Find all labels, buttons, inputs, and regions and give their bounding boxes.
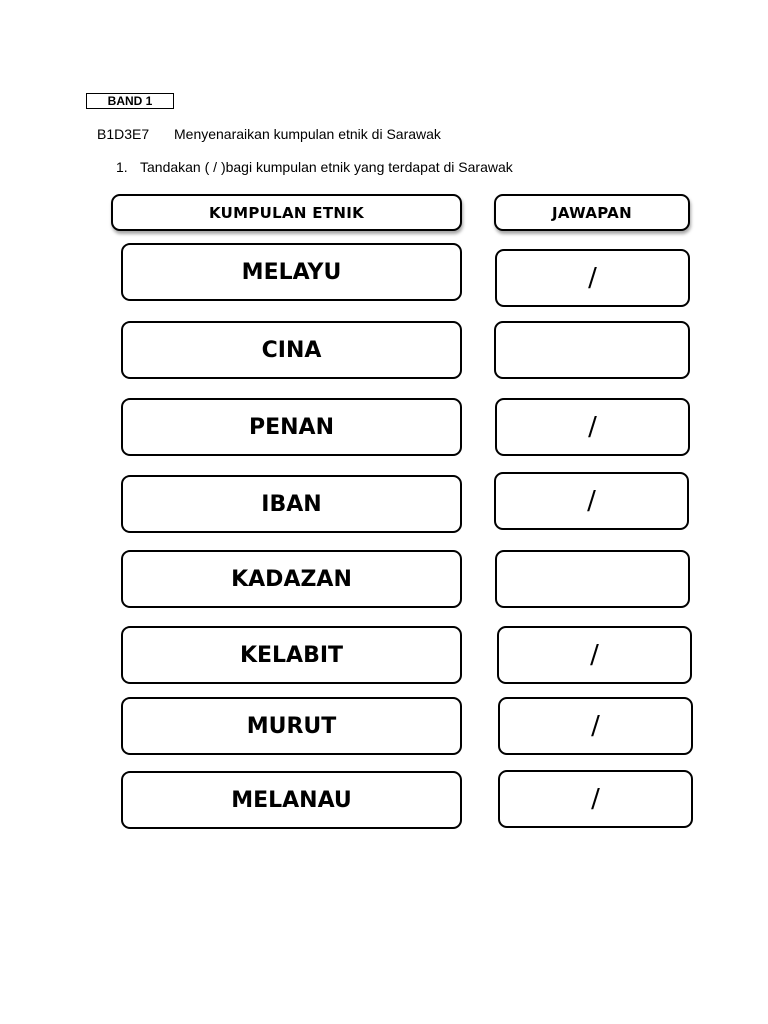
answer-box-penan[interactable]: / [495, 398, 690, 456]
header-kumpulan-etnik: KUMPULAN ETNIK [111, 194, 462, 231]
answer-box-melanau[interactable]: / [498, 770, 693, 828]
ethnic-group-iban: IBAN [121, 475, 462, 533]
ethnic-group-melanau: MELANAU [121, 771, 462, 829]
header-jawapan: JAWAPAN [494, 194, 690, 231]
instruction [116, 159, 513, 175]
instruction-number: 1. [116, 159, 128, 175]
objective-text: Menyenaraikan kumpulan etnik di Sarawak [174, 126, 441, 142]
ethnic-group-kelabit: KELABIT [121, 626, 462, 684]
instruction-text: Tandakan ( / )bagi kumpulan etnik yang terdapat di Sarawak [140, 159, 513, 175]
ethnic-group-cina: CINA [121, 321, 462, 379]
objective-code: B1D3E7 [97, 126, 150, 142]
answer-box-kelabit[interactable]: / [497, 626, 692, 684]
answer-box-melayu[interactable]: / [495, 249, 690, 307]
answer-box-cina[interactable] [494, 321, 690, 379]
answer-box-kadazan[interactable] [495, 550, 690, 608]
ethnic-group-melayu: MELAYU [121, 243, 462, 301]
ethnic-group-penan: PENAN [121, 398, 462, 456]
answer-box-murut[interactable]: / [498, 697, 693, 755]
ethnic-group-kadazan: KADAZAN [121, 550, 462, 608]
answer-box-iban[interactable]: / [494, 472, 689, 530]
ethnic-group-murut: MURUT [121, 697, 462, 755]
band-label: BAND 1 [86, 93, 174, 109]
